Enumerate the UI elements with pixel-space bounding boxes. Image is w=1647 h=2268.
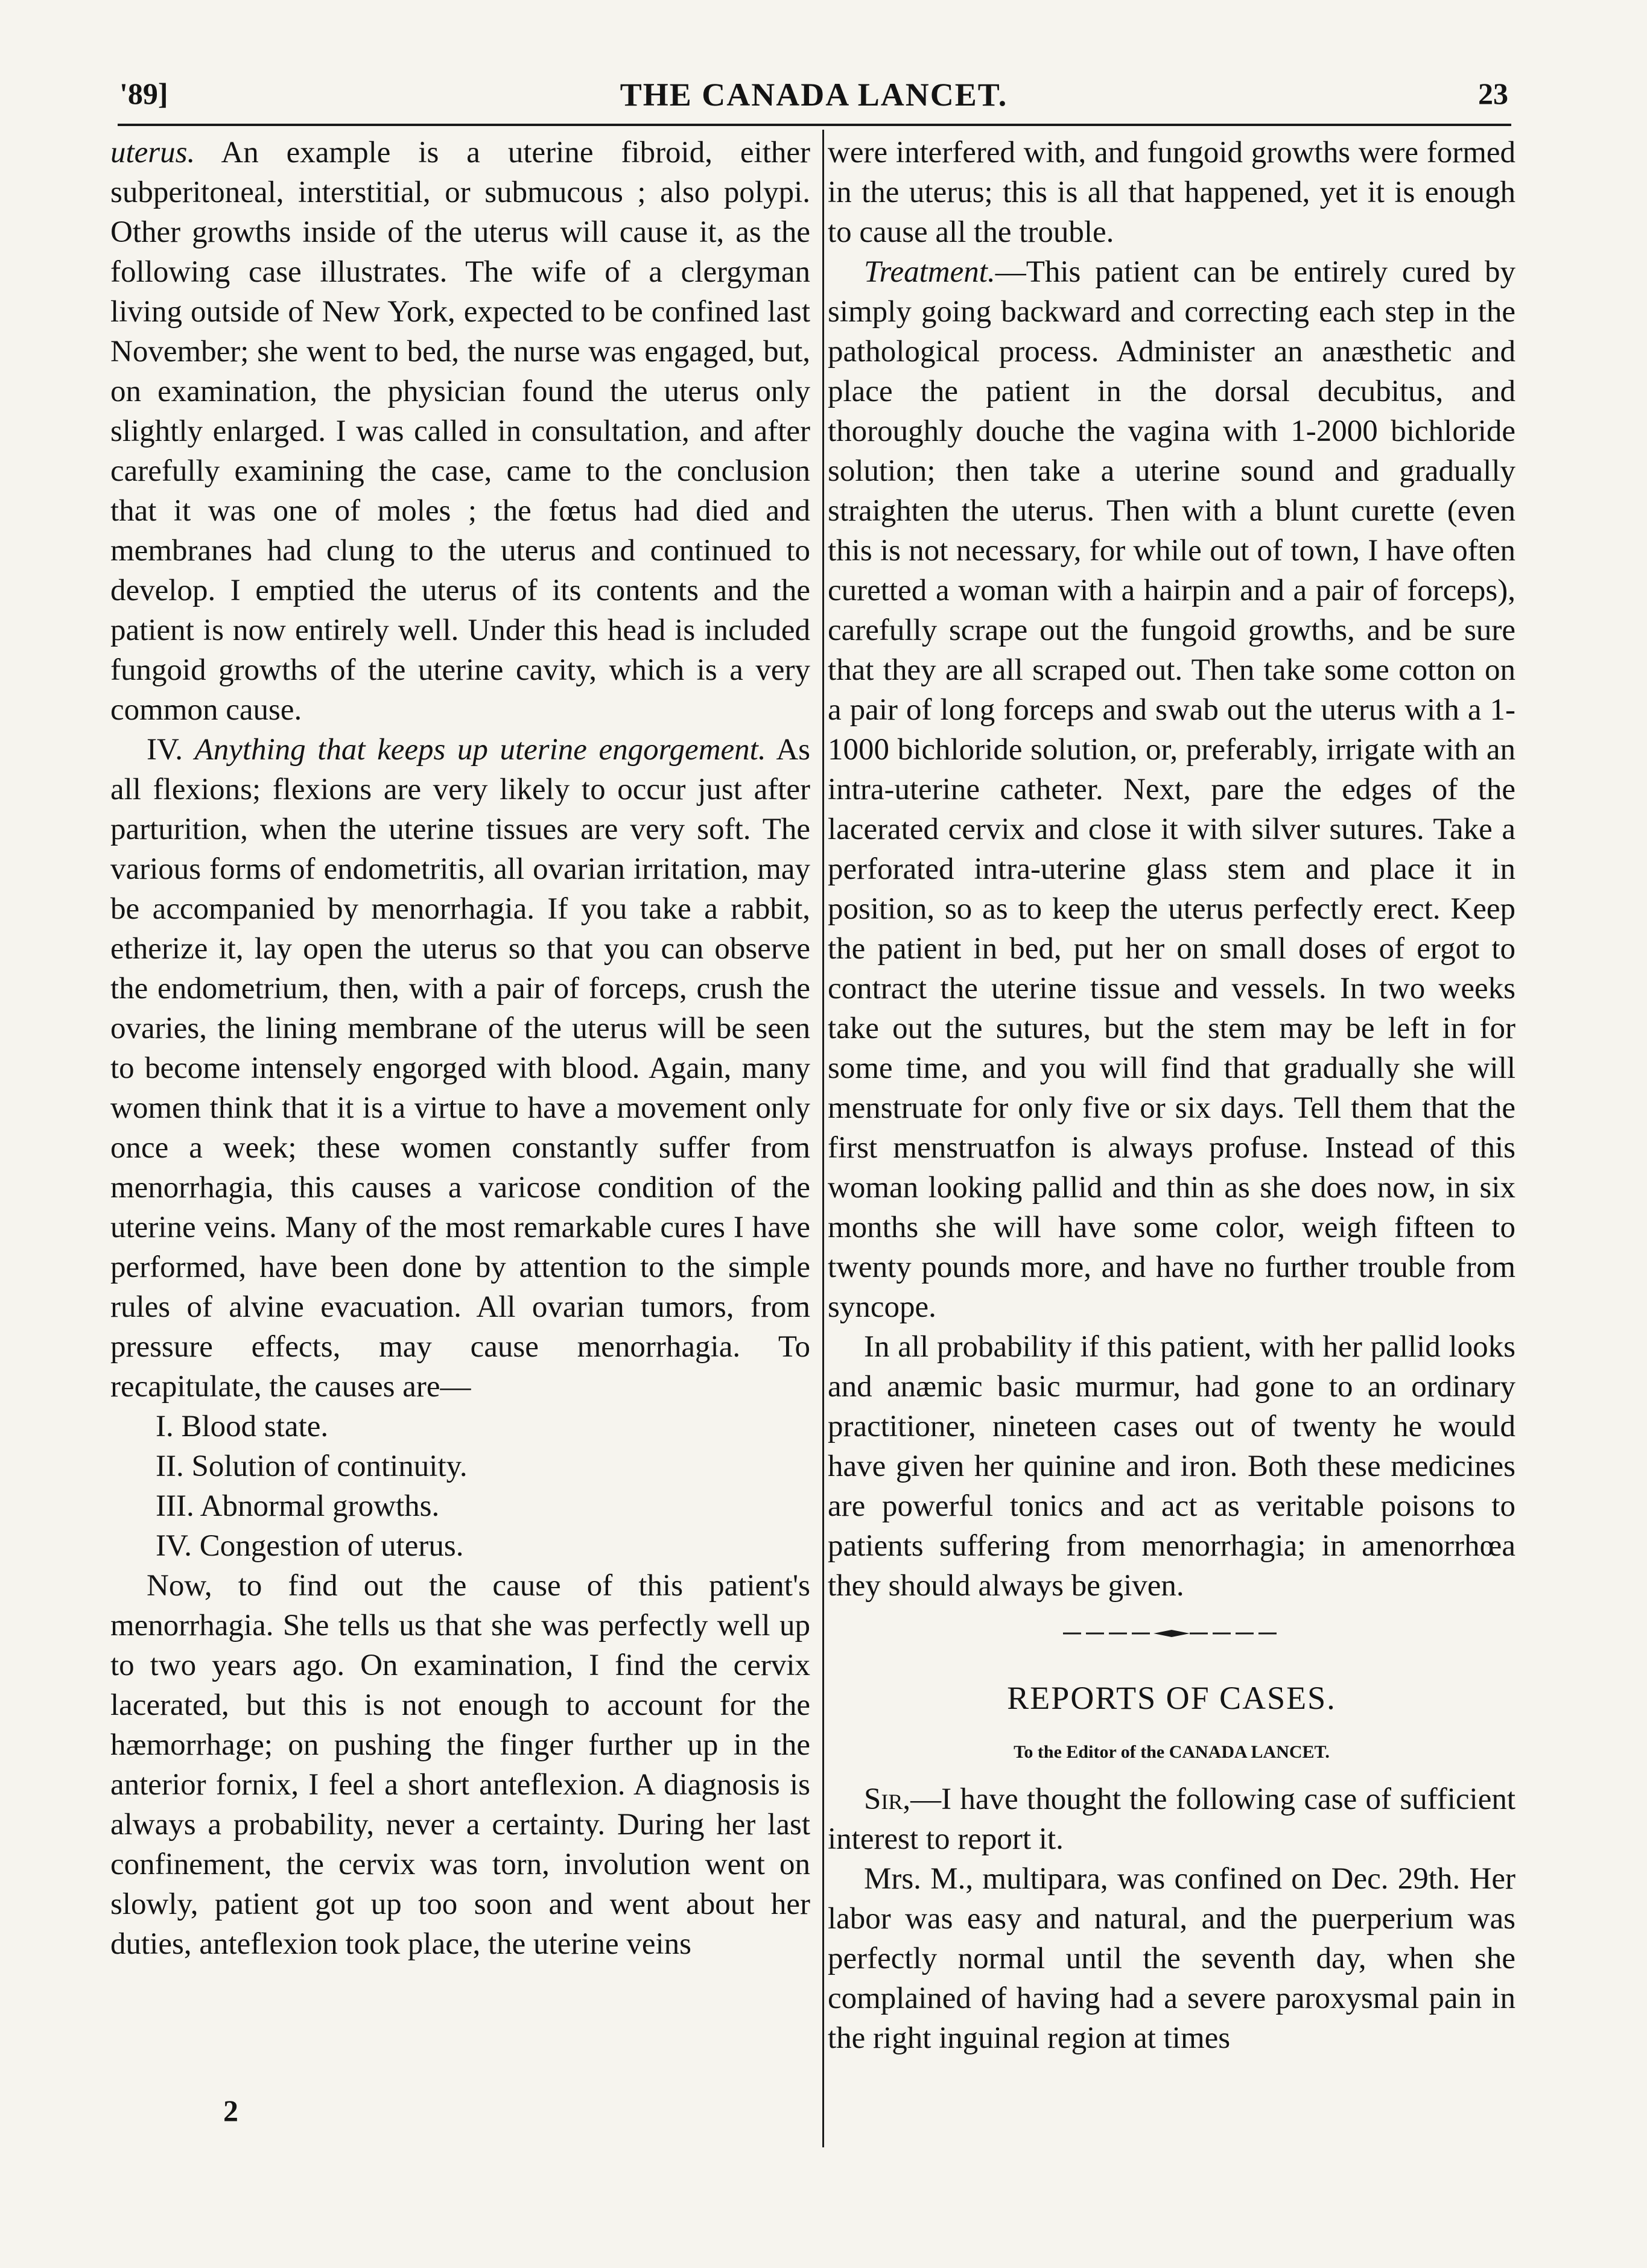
paragraph [110,730,810,1407]
section-number: IV. [147,733,183,767]
list-item: II. Solution of continuity. [156,1449,468,1483]
paragraph [828,1779,1515,1859]
paragraph [828,252,1515,1327]
signature-mark: 2 [223,2094,238,2127]
list-item: I. Blood state. [156,1410,329,1443]
running-header [119,71,1508,119]
header-rule [118,124,1511,126]
list-item: IV. Congestion of uterus. [156,1529,464,1563]
salutation: Sir, [864,1782,911,1816]
paragraph: were interfered with, and fungoid growths were formed in the uterus; this is all that happened, yet it is enough to cause all the trouble. [828,136,1515,249]
paragraph-lead: Anything that keeps up uterine engorgement. [194,733,766,767]
paragraph: Mrs. M., multipara, was confined on Dec. 29th. Her labor was easy and natural, and the puerperium was perfectly normal until the seventh day, when she complained of having had a severe paroxysmal pain in the right inguinal region at times [828,1862,1515,2055]
paragraph-lead: Treatment. [864,255,995,289]
paragraph-lead: uterus. [110,136,195,169]
paragraph-text: As all flexions; flexions are very likely to occur just after parturition, when the uterine tissues are very soft. The various forms of endometritis, all ovarian irritation, may be accompanied by menorrhagia. If you take a rabbit, etherize it, lay open the uterus so that you can observe the endometrium, then, with a pair of forceps, crush the ovaries, the lining membrane of the uterus will be seen to become intensely engorged with blood. Again, many women think that it is a virtue to have a movement only once a week; these women constantly suffer from menorrhagia, this causes a varicose condition of the uterine veins. Many of the most remarkable cures I have performed, have been done by attention to the simple rules of alvine evacuation. All ovarian tumors, from pressure effects, may cause menorrhagia. To recapitulate, the causes are— [110,733,810,1404]
right-column [828,133,1515,2058]
section-divider-ornament [1063,1627,1280,1639]
column-divider [822,130,824,2147]
page-number: 23 [1478,77,1508,110]
section-title: REPORTS OF CASES. [1007,1680,1336,1716]
paragraph [110,133,810,730]
left-column [110,133,810,1964]
header-year: '89] [119,77,168,110]
paragraph-text: An example is a uterine fibroid, either subperitoneal, interstitial, or submucous ; also polypi. Other growths inside of the uterus will cause it, as the following case illustrates. The wife of a clergyman living outside of New York, expected to be confined last November; she went to bed, the nurse was engaged, but, on examination, the physician found the uterus only slightly enlarged. I was called in consultation, and after carefully examining the case, came to the conclusion that it was one of moles ; the fœtus had died and membranes had clung to the uterus and continued to develop. I emptied the uterus of its contents and the patient is now entirely well. Under this head is included fungoid growths of the uterine cavity, which is a very common cause. [110,136,811,727]
journal-title: THE CANADA LANCET. [620,77,1008,113]
paragraph-text: —This patient can be entirely cured by simply going backward and correcting each step in the pathological process. Administer an anæsthetic and place the patient in the dorsal decubitus, and thoroughly douche the vagina with 1-2000 bichloride solution; then take a uterine sound and gradually straighten the uterus. Then with a blunt curette (even this is not necessary, for while out of town, I have often curetted a woman with a hairpin and a pair of forceps), carefully scrape out the fungoid growths, and be sure that they are all scraped out. Then take some cotton on a pair of long forceps and swab out the uterus with a 1-1000 bichloride solution, or, preferably, irrigate with an intra-uterine catheter. Next, pare the edges of the lacerated cervix and close it with silver sutures. Take a perforated intra-uterine glass stem and place it in position, so as to keep the uterus perfectly erect. Keep the patient in bed, put her on small doses of ergot to contract the uterine tissue and vessels. In two weeks take out the sutures, but the stem may be left in for some time, and you will find that gradually she will menstruate for only five or six days. Tell them that the first menstruatfon is always profuse. Instead of this woman looking pallid and thin as she does now, in six months she will have some color, weigh fifteen to twenty pounds more, and have no further trouble from syncope. [828,255,1515,1324]
paragraph: In all probability if this patient, with her pallid looks and anæmic basic murmur, had gone to an ordinary practitioner, nineteen cases out of twenty he would have given her quinine and iron. Both these medicines are powerful tonics and act as veritable poisons to patients suffering from menorrhagia; in amenorrhœa they should always be given. [828,1330,1515,1603]
list-item: III. Abnormal growths. [156,1489,440,1523]
section-subtitle: To the Editor of the CANADA LANCET. [1014,1742,1330,1762]
paragraph-text: —I have thought the following case of sufficient interest to report it. [828,1782,1515,1856]
paragraph: Now, to find out the cause of this patient's menorrhagia. She tells us that she was perfectly well up to two years ago. On examination, I find the cervix lacerated, but this is not enough to account for the hæmorrhage; on pushing the finger further up in the anterior fornix, I feel a short anteflexion. A diagnosis is always a probability, never a certainty. During her last confinement, the cervix was torn, involution went on slowly, patient got up too soon and went about her duties, anteflexion took place, the uterine veins [110,1569,810,1961]
